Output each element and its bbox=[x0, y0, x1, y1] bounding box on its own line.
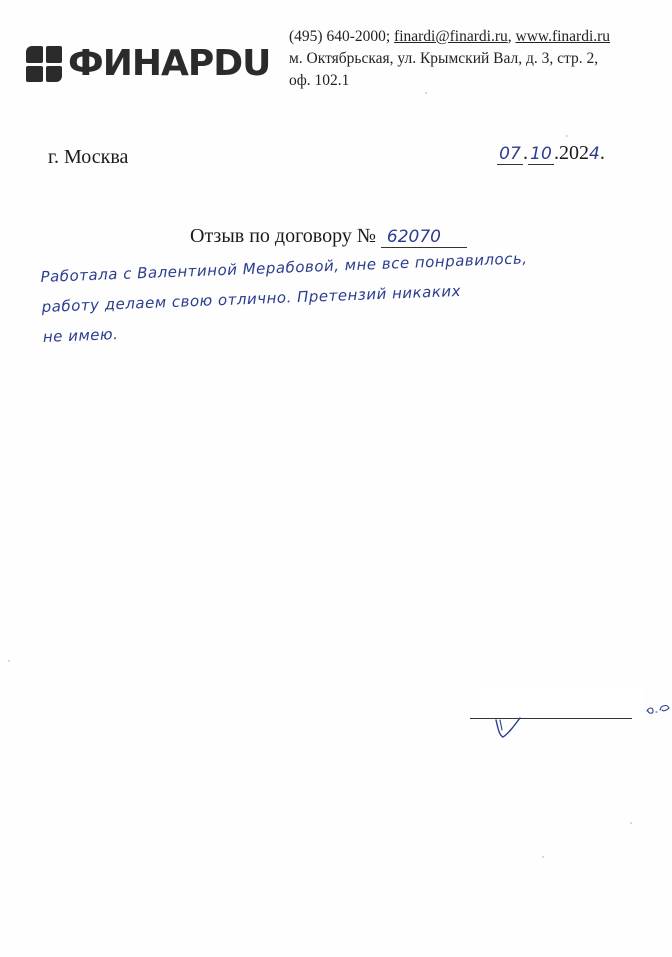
signature-mark bbox=[490, 704, 530, 744]
date-dot-2: . bbox=[554, 142, 559, 164]
date-year-prefix: 202 bbox=[559, 142, 589, 164]
logo-mark-icon bbox=[26, 46, 62, 82]
date-month: 10 bbox=[528, 144, 554, 165]
website-link[interactable]: www.finardi.ru bbox=[515, 28, 611, 45]
review-line: работу делаем свою отлично. Претензий никаких bbox=[41, 281, 462, 316]
contact-block bbox=[289, 26, 669, 92]
date-day: 07 bbox=[497, 144, 523, 165]
date-dot-1: . bbox=[523, 142, 528, 164]
paper-speck bbox=[542, 856, 544, 858]
paper-speck bbox=[566, 135, 568, 137]
contact-separator: , bbox=[507, 28, 512, 45]
phone-number: (495) 640-2000; bbox=[289, 28, 391, 45]
address-line-2: оф. 102.1 bbox=[289, 72, 350, 89]
handwritten-review bbox=[40, 238, 668, 352]
date-year-suffix: 4 bbox=[589, 144, 600, 164]
company-logo bbox=[26, 44, 270, 84]
signature-fragment-mark bbox=[645, 700, 671, 716]
paper-speck bbox=[630, 822, 632, 824]
logo-text: ФИНАРDU bbox=[68, 43, 271, 84]
contact-line-1 bbox=[289, 26, 669, 48]
date-dot-3: . bbox=[599, 142, 605, 164]
paper-speck bbox=[8, 660, 10, 662]
title-label: Отзыв по договору № bbox=[190, 225, 376, 247]
review-line: Работала с Валентиной Мерабовой, мне все понравилось, bbox=[40, 249, 528, 286]
document-title bbox=[190, 225, 467, 248]
email-link[interactable]: finardi@finardi.ru bbox=[394, 28, 508, 45]
city-label: г. Москва bbox=[48, 146, 129, 168]
address-line-1: м. Октябрьская, ул. Крымский Вал, д. 3, стр. 2, bbox=[289, 50, 599, 67]
document-date bbox=[497, 142, 605, 165]
signature-fragment bbox=[645, 700, 671, 719]
paper-speck bbox=[425, 92, 427, 94]
contract-number: 62070 bbox=[381, 227, 467, 248]
review-line: не имею. bbox=[42, 325, 119, 346]
